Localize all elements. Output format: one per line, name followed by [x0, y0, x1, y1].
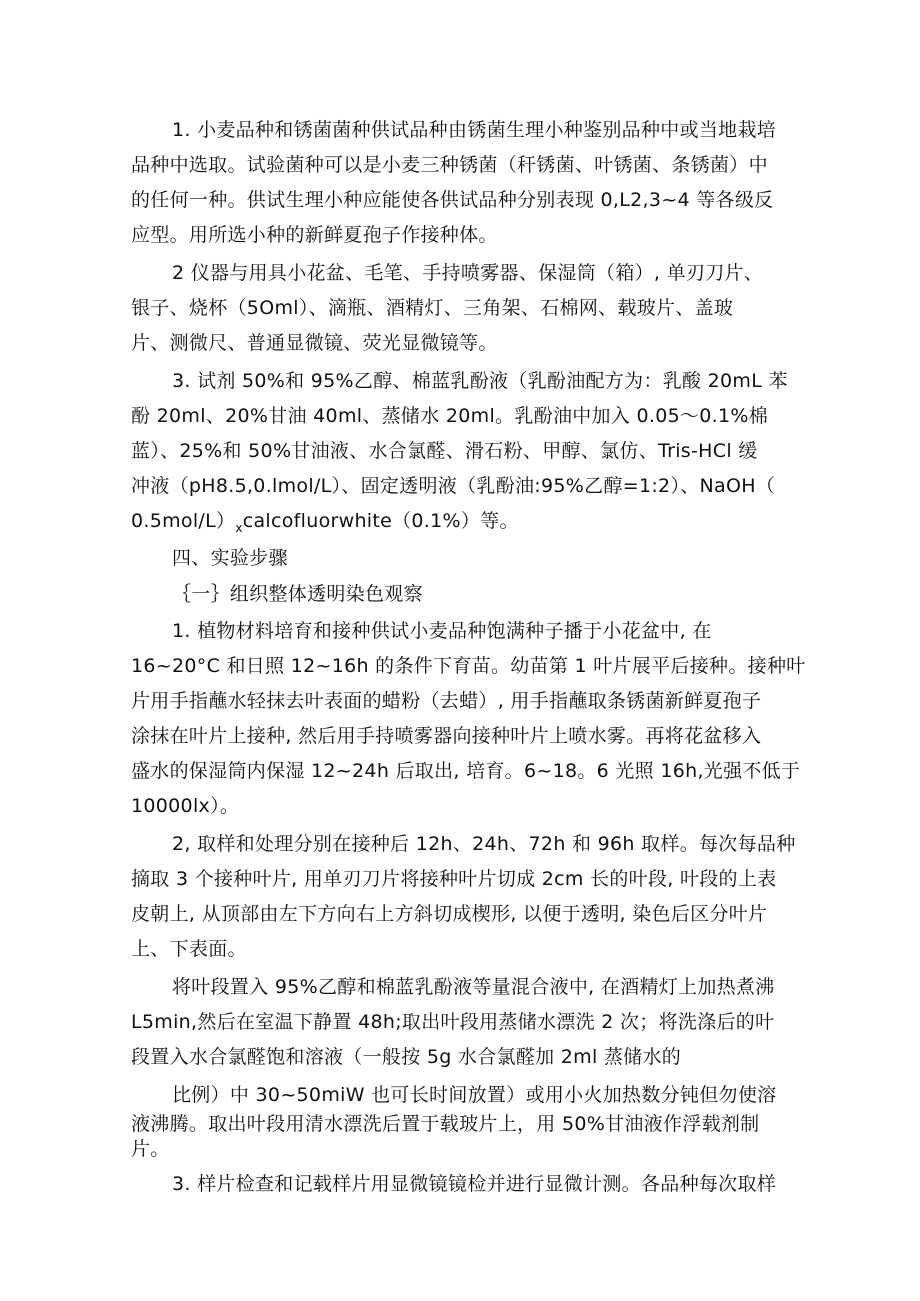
para-3-line-4: 冲液（pH8.5,0.lmol/L）、固定透明液（乳酚油:95%乙醇=1:2）、NaOH（: [131, 475, 776, 497]
para-4-line-3: 片用手指蘸水轻抹去叶表面的蜡粉（去蜡）, 用手指蘸取条锈菌新鲜夏孢子: [131, 690, 762, 712]
para-4-line-6: 10000lx）。: [131, 795, 240, 817]
para-6-line-2: L5min,然后在室温下静置 48h;取出叶段用蒸储水漂洗 2 次；将洗涤后的叶: [131, 1011, 775, 1033]
para-5-line-2: 摘取 3 个接种叶片, 用单刃刀片将接种叶片切成 2cm 长的叶段, 叶段的上表: [131, 868, 777, 890]
subsection-heading-1: ｛一｝组织整体透明染色观察: [172, 583, 423, 605]
para-4-line-5: 盛水的保湿筒内保湿 12~24h 后取出, 培育。6~18。6 光照 16h,光强不低于: [131, 760, 801, 782]
para-4-line-1: 1. 植物材料培育和接种供试小麦品种饱满种子播于小花盆中, 在: [172, 620, 712, 642]
para-7-line-3: 片。: [131, 1138, 170, 1160]
para-5-line-1: 2, 取样和处理分别在接种后 12h、24h、72h 和 96h 取样。每次每品种: [172, 833, 796, 855]
para-2-line-1: 2 仪器与用具小花盆、毛笔、手持喷雾器、保湿筒（箱）, 单刃刀片、: [172, 262, 764, 284]
para-4-line-2: 16~20°C 和日照 12~16h 的条件下育苗。幼苗第 1 叶片展平后接种。接种叶: [131, 655, 806, 677]
para-7-line-1: 比例）中 30~50miW 也可长时间放置）或用小火加热数分钝但勿使溶: [172, 1084, 777, 1106]
para-3-line-5: [131, 509, 519, 535]
para-1-line-1: 1. 小麦品种和锈菌菌种供试品种由锈菌生理小种鉴别品种中或当地栽培: [172, 119, 777, 141]
para-4-line-4: 涂抹在叶片上接种, 然后用手持喷雾器向接种叶片上喷水雾。再将花盆移入: [131, 725, 762, 747]
para-3-line-5-part-a: 0.5mol∕L）: [131, 510, 236, 532]
para-6-line-3: 段置入水合氯醛饱和溶液（一般按 5g 水合氯醛加 2ml 蒸储水的: [131, 1046, 682, 1068]
para-3-line-3: 蓝）、25%和 50%甘油液、水合氯醛、滑石粉、甲醇、氯仿、Tris-HCl 缓: [131, 440, 758, 462]
para-5-line-3: 皮朝上, 从顶部由左下方向右上方斜切成楔形, 以便于透明, 染色后区分叶片: [131, 903, 768, 925]
section-heading-4: 四、实验步骤: [172, 547, 288, 569]
subscript-x: x: [235, 521, 243, 535]
para-5-line-4: 上、下表面。: [131, 938, 247, 960]
para-8-line-1: 3. 样片检查和记载样片用显微镜镜检并进行显微计测。各品种每次取样: [172, 1173, 777, 1195]
para-3-line-2: 酚 20ml、20%甘油 40ml、蒸储水 20ml。乳酚油中加入 0.05～0.1%棉: [131, 405, 769, 427]
para-3-line-1: 3. 试剂 50%和 95%乙醇、棉蓝乳酚液（乳酚油配方为：乳酸 20mL 苯: [172, 370, 788, 392]
para-1-line-3: 的任何一种。供试生理小种应能使各供试品种分别表现 0,L2,3~4 等各级反: [131, 189, 774, 211]
para-6-line-1: 将叶段置入 95%乙醇和棉蓝乳酚液等量混合液中, 在酒精灯上加热煮沸: [172, 976, 775, 998]
para-1-line-2: 品种中选取。试验菌种可以是小麦三种锈菌（秆锈菌、叶锈菌、条锈菌）中: [131, 154, 768, 176]
para-2-line-3: 片、测微尺、普通显微镜、荧光显微镜等。: [131, 332, 498, 354]
para-7-line-2: 液沸腾。取出叶段用清水漂洗后置于载玻片上，用 50%甘油液作浮载剂制: [131, 1113, 760, 1135]
para-2-line-2: 银子、烧杯（5Oml）、滴瓶、酒精灯、三角架、石棉网、载玻片、盖玻: [131, 297, 734, 319]
para-1-line-4: 应型。用所选小种的新鲜夏孢子作接种体。: [131, 224, 498, 246]
para-3-line-5-part-b: calcofluorwhite（0.1%）等。: [242, 510, 519, 532]
